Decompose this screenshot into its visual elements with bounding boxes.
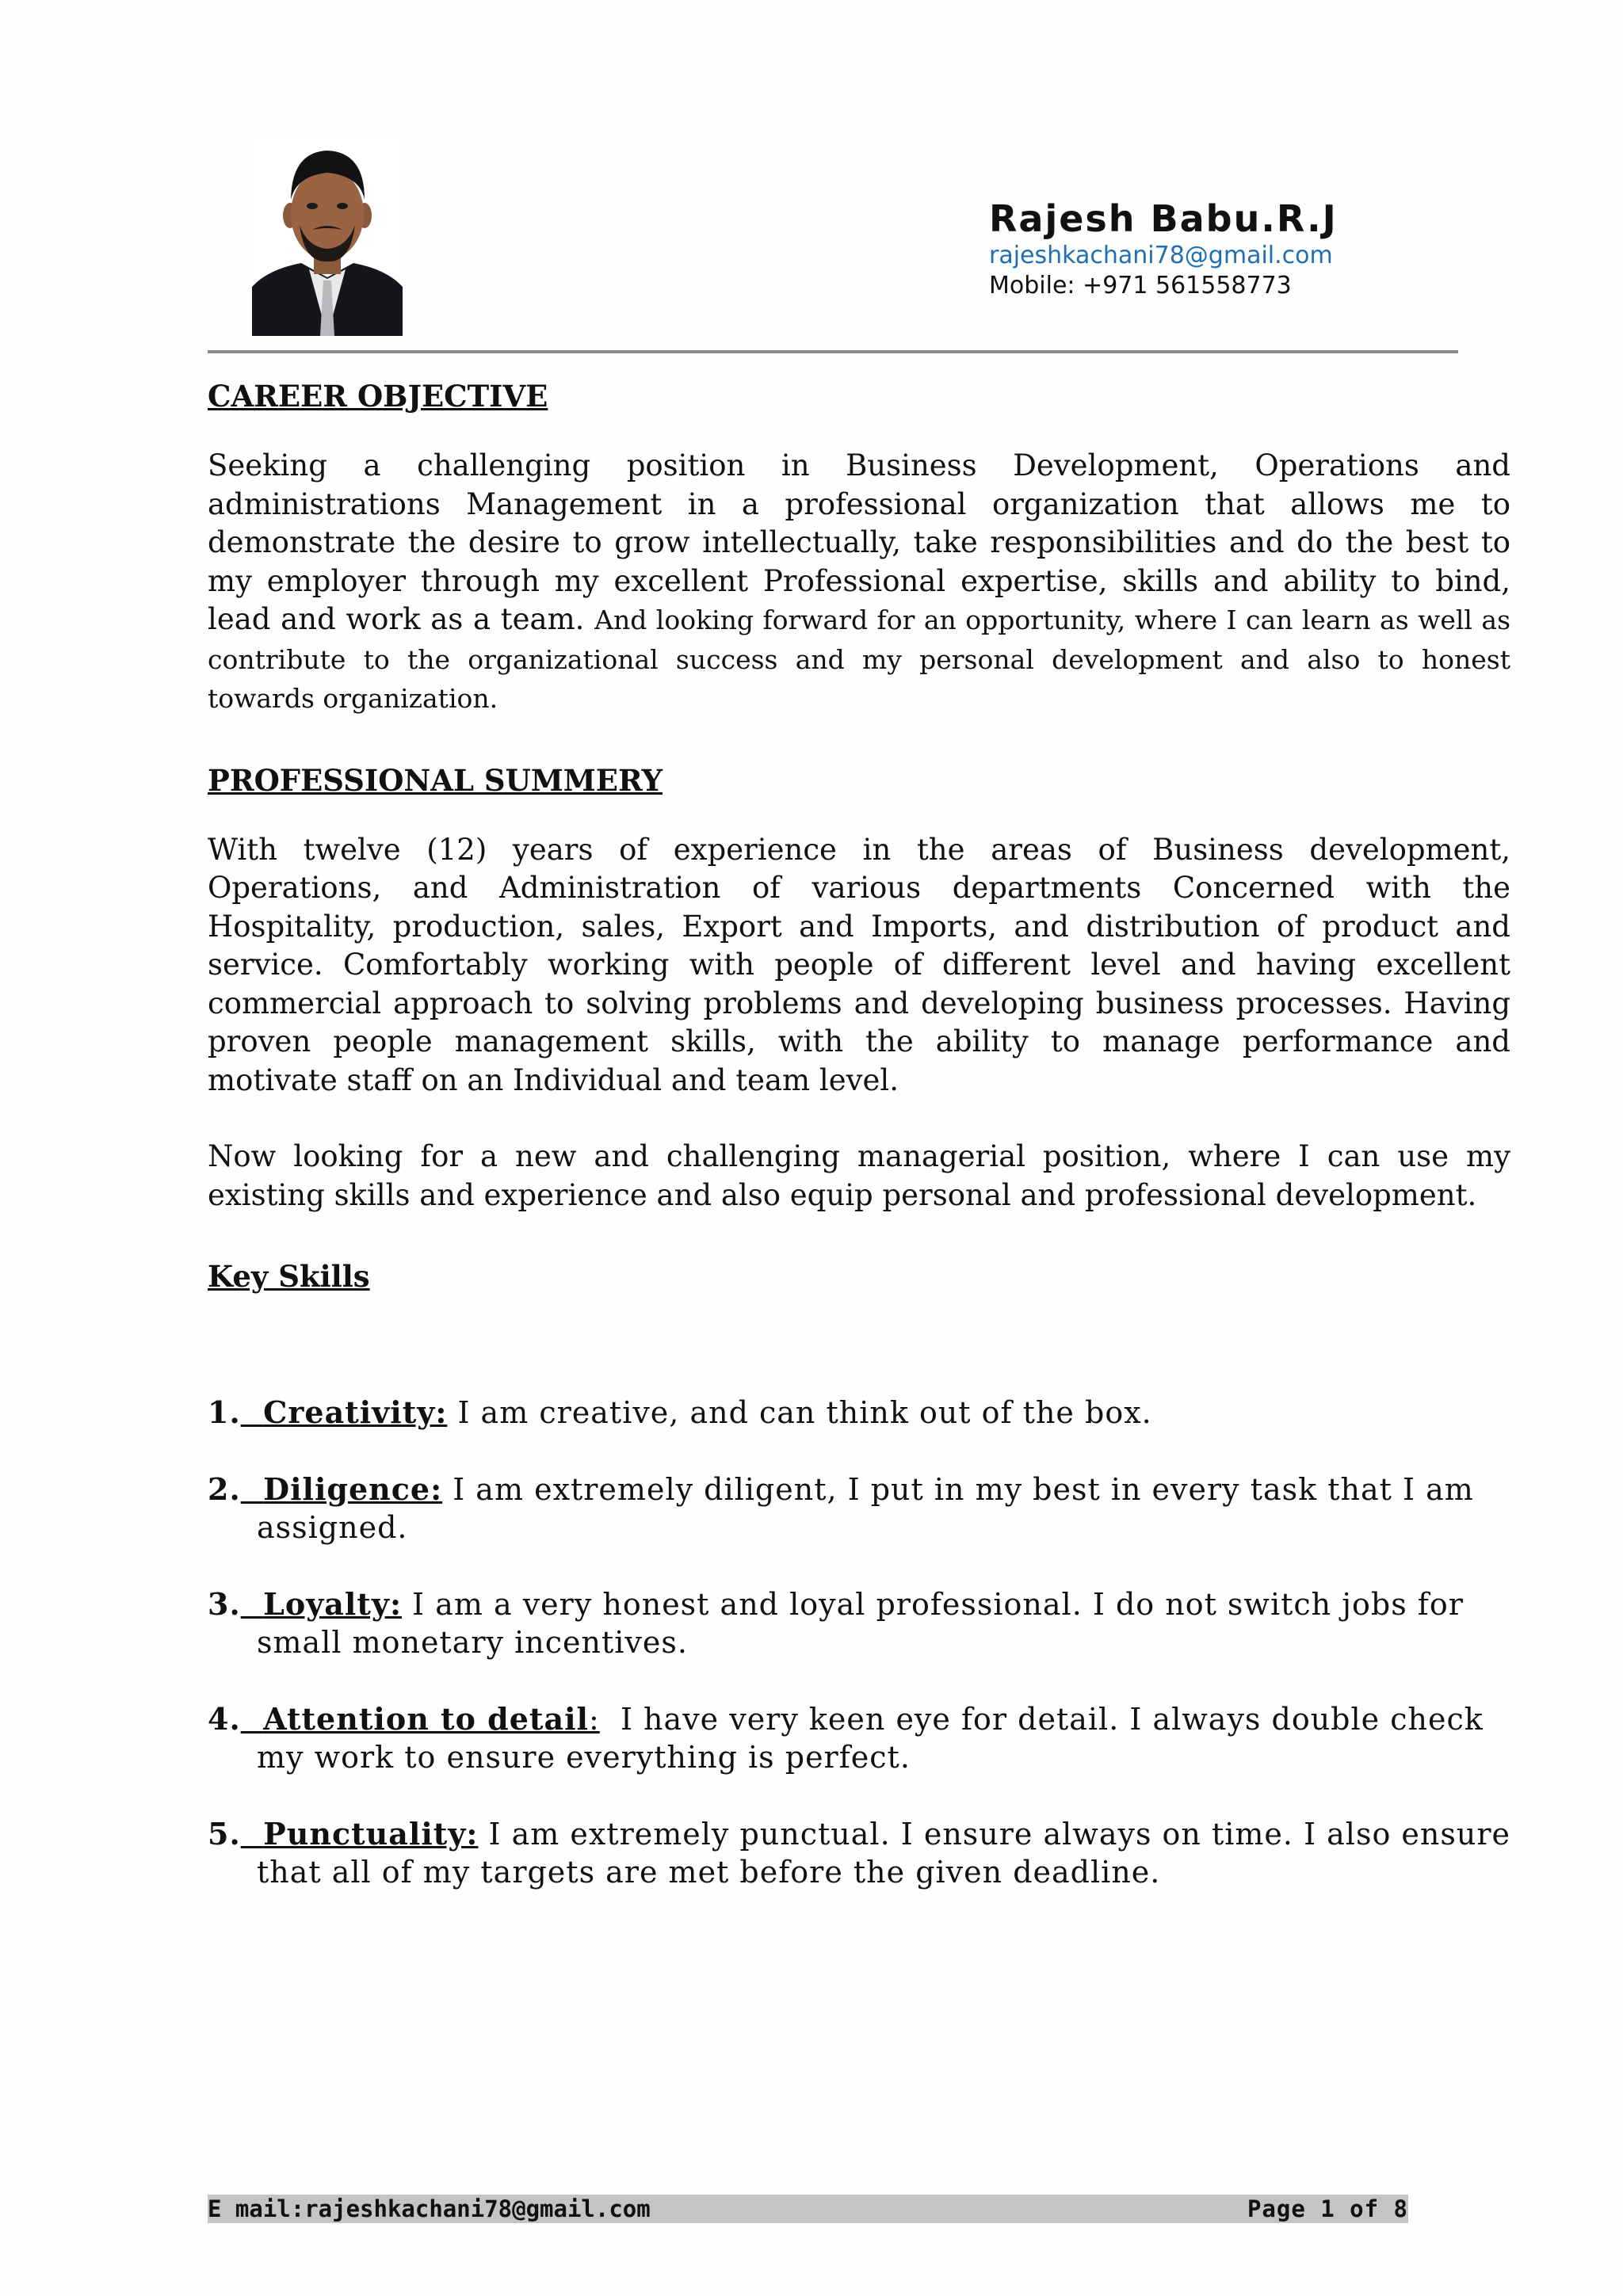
applicant-name: Rajesh Babu.R.J [989, 197, 1338, 240]
skill-number: 1. [208, 1394, 241, 1430]
skill-label: Diligence: [263, 1470, 443, 1507]
key-skills-list [208, 1394, 1510, 1892]
skill-label: Attention to detail [263, 1700, 589, 1737]
career-objective-small: And looking forward for an opportunity, where I can learn as well as contribute to the organizational success and my personal development and also to honest towards organization. [208, 605, 1511, 714]
key-skills-heading: Key Skills [208, 1259, 370, 1294]
profile-photo [252, 136, 403, 336]
header-email-link[interactable]: rajeshkachani78@gmail.com [989, 242, 1333, 269]
footer-email[interactable]: E mail:rajeshkachani78@gmail.com [208, 2195, 651, 2222]
skill-suffix: : [588, 1701, 600, 1737]
skill-label: Creativity: [263, 1394, 448, 1430]
skill-item [208, 1470, 1510, 1547]
portrait-image [252, 136, 403, 336]
skill-item [208, 1700, 1510, 1777]
resume-body [208, 372, 1510, 1892]
skill-number: 3. [208, 1585, 241, 1622]
professional-summary-para-2: Now looking for a new and challenging managerial position, where I can use my existing skills and experience and also equip personal and professional development. [208, 1139, 1510, 1212]
skill-item [208, 1585, 1510, 1662]
header-divider [208, 350, 1458, 353]
skill-item [208, 1394, 1510, 1432]
page-number: Page 1 of 8 [1247, 2195, 1408, 2222]
skill-text: I am creative, and can think out of the box. [457, 1395, 1152, 1430]
career-objective-heading: CAREER OBJECTIVE [208, 379, 548, 414]
professional-summary-heading: PROFESSIONAL SUMMERY [208, 762, 663, 798]
skill-text: I am extremely diligent, I put in my best in every task that I am assigned. [257, 1471, 1474, 1545]
skill-text: I have very keen eye for detail. I always double check my work to ensure everything is perfect. [257, 1701, 1484, 1775]
professional-summary-para-1: With twelve (12) years of experience in the areas of Business development, Operations, and Administration of various departments Concerned with the Hospitality, production, sales, Export and Imports, and distribution of product and service. Comfortably working with people of different level and having excellent commercial approach to solving problems and developing business processes. Having proven people management skills, with the ability to manage performance and motivate staff on an Individual and team level. [208, 832, 1510, 1097]
career-objective-text [208, 447, 1510, 719]
skill-item [208, 1815, 1510, 1892]
skill-text: I am extremely punctual. I ensure always on time. I also ensure that all of my targets are met before the given deadline. [257, 1816, 1511, 1890]
contact-header [989, 196, 1338, 301]
skill-label: Loyalty: [263, 1585, 403, 1622]
skill-number: 4. [208, 1700, 241, 1737]
skill-number: 2. [208, 1470, 241, 1507]
skill-label: Punctuality: [263, 1815, 479, 1852]
skill-number: 5. [208, 1815, 241, 1852]
skill-text: I am a very honest and loyal professional. I do not switch jobs for small monetary incentives. [257, 1586, 1464, 1660]
career-objective-main: Seeking a challenging position in Business Development, Operations and administrations Management in a professional organization that allows me to demonstrate the desire to grow intellectually, take responsibilities and do the best to my employer through my excellent Professional expertise, skills and ability to bind, lead and work as a team. [208, 448, 1510, 636]
page-footer [208, 2195, 1408, 2223]
header-mobile: Mobile: +971 561558773 [989, 272, 1292, 299]
